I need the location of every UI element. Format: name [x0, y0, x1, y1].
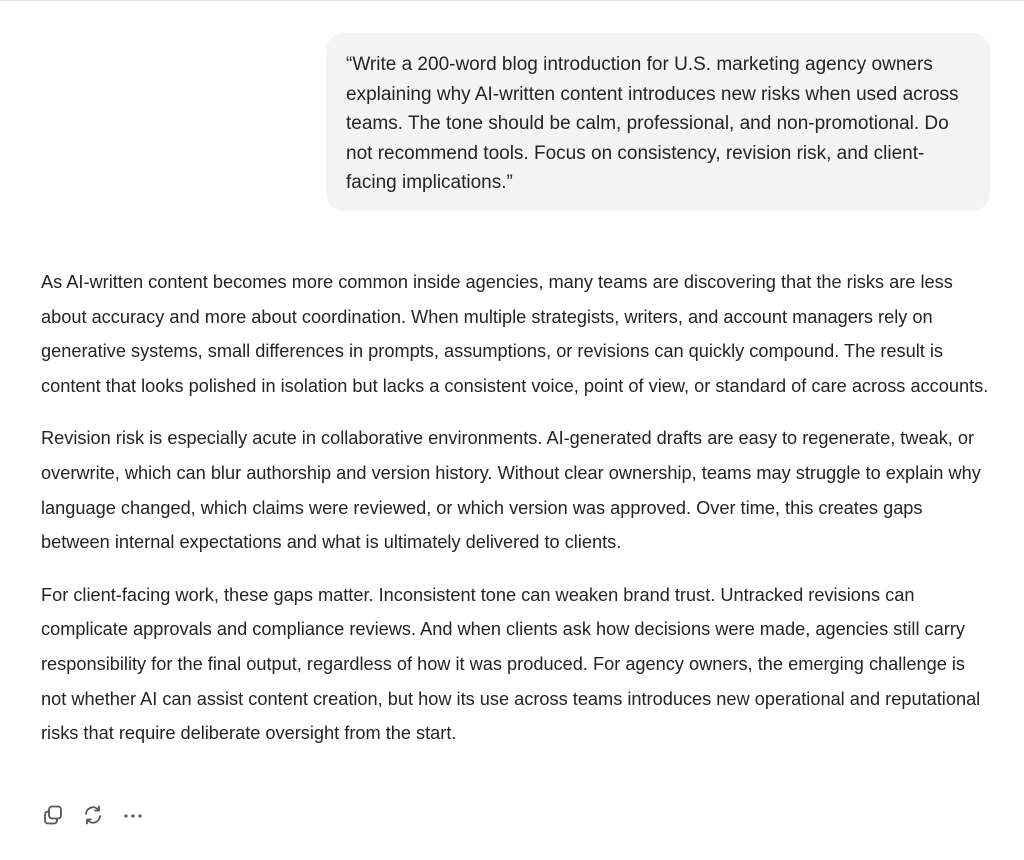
regenerate-button[interactable] [81, 803, 105, 827]
copy-icon [42, 804, 64, 826]
user-message-bubble [326, 33, 990, 211]
copy-button[interactable] [41, 803, 65, 827]
refresh-icon [82, 804, 104, 826]
response-paragraph: For client-facing work, these gaps matter. Inconsistent tone can weaken brand trust. Untracked revisions can complicate approvals and compliance reviews. And when clients ask how decisions were made, agencies still carry responsibility for the final output, regardless of how it was produced. For agency owners, the emerging challenge is not whether AI can assist content creation, but how its use across teams introduces new operational and reputational risks that require deliberate oversight from the start. [41, 584, 981, 744]
response-paragraph: Revision risk is especially acute in collaborative environments. AI-generated drafts are easy to regenerate, tweak, or overwrite, which can blur authorship and version history. Without clear ownership, teams may struggle to explain why language changed, which claims were reviewed, or which version was approved. Over time, this creates gaps between internal expectations and what is ultimately delivered to clients. [41, 428, 981, 553]
response-actions [41, 803, 145, 827]
assistant-response [41, 265, 993, 769]
more-icon [122, 804, 144, 826]
user-message-text: “Write a 200-word blog introduction for U.S. marketing agency owners explaining why AI-written content introduces new risks when used across teams. The tone should be calm, professional, and non-promotional. Do not recommend tools. Focus on consistency, revision risk, and client-facing implications.” [346, 54, 959, 194]
more-options-button[interactable] [121, 803, 145, 827]
response-paragraph: As AI-written content becomes more common inside agencies, many teams are discovering that the risks are less about accuracy and more about coordination. When multiple strategists, writers, and account managers rely on generative systems, small differences in prompts, assumptions, or revisions can quickly compound. The result is content that looks polished in isolation but lacks a consistent voice, point of view, or standard of care across accounts. [41, 272, 989, 396]
